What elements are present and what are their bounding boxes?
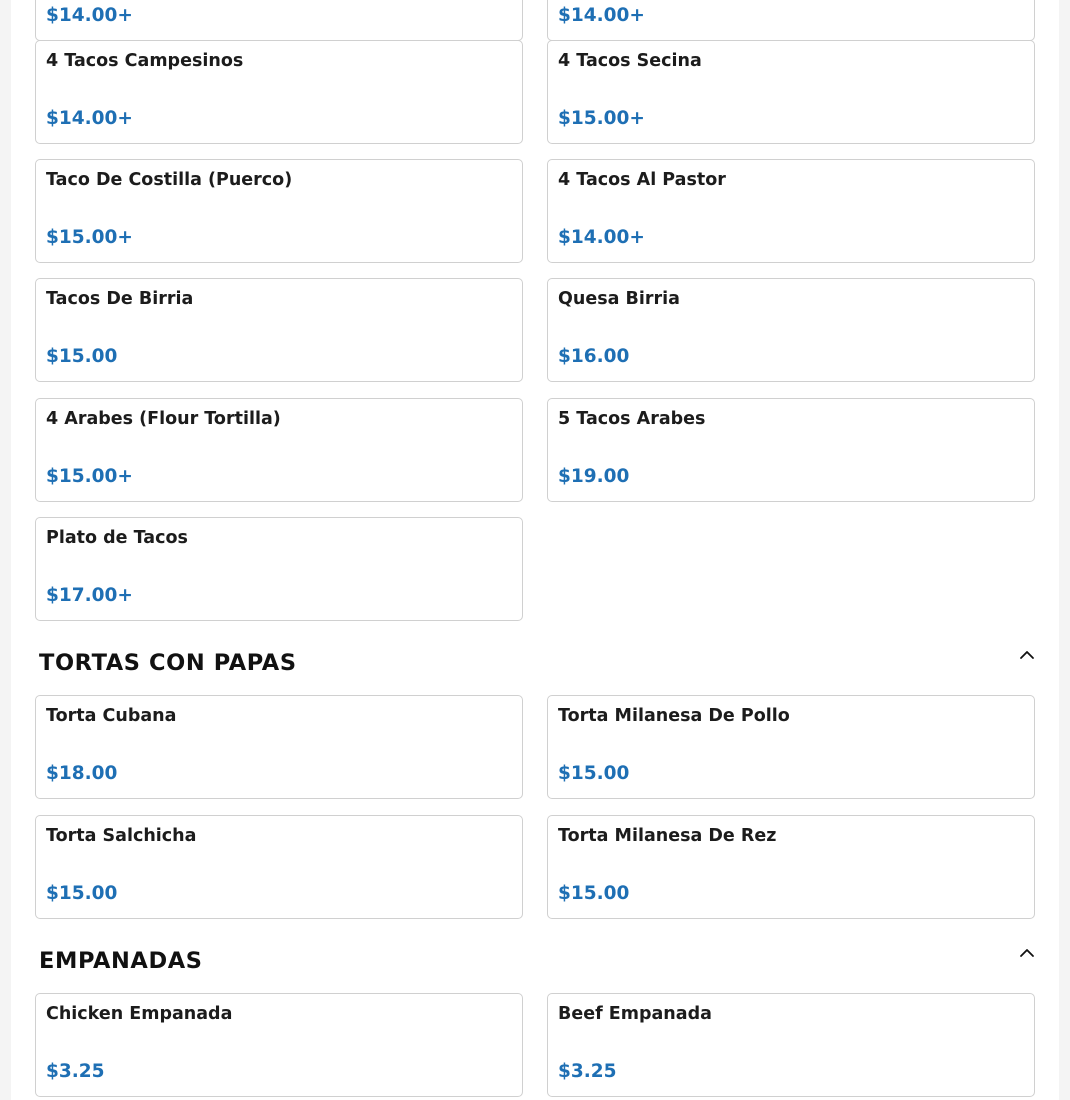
menu-item-card[interactable] — [35, 517, 523, 621]
menu-item-price: $15.00 — [558, 883, 630, 904]
section-header-tortas[interactable] — [35, 646, 1035, 686]
chevron-up-icon[interactable] — [1018, 944, 1036, 962]
menu-item-name: 4 Tacos Secina — [558, 51, 702, 71]
menu-item-card[interactable] — [35, 695, 523, 799]
section-header-empanadas[interactable] — [35, 944, 1035, 984]
menu-item-price: $16.00 — [558, 346, 630, 367]
menu-item-price: $15.00+ — [46, 466, 133, 487]
menu-item-card[interactable] — [35, 0, 523, 41]
section-title: TORTAS CON PAPAS — [39, 650, 297, 676]
menu-item-price: $18.00 — [46, 763, 118, 784]
menu-item-name: Taco De Costilla (Puerco) — [46, 170, 293, 190]
menu-item-price: $14.00+ — [46, 108, 133, 129]
menu-page — [11, 0, 1059, 1100]
menu-item-name: 4 Tacos Al Pastor — [558, 170, 726, 190]
menu-item-name: Plato de Tacos — [46, 528, 188, 548]
menu-item-price: $14.00+ — [46, 5, 133, 26]
menu-item-price: $15.00+ — [558, 108, 645, 129]
menu-item-card[interactable] — [547, 815, 1035, 919]
menu-item-price: $15.00+ — [46, 227, 133, 248]
menu-item-card[interactable] — [35, 40, 523, 144]
menu-item-price: $15.00 — [558, 763, 630, 784]
menu-item-card[interactable] — [35, 815, 523, 919]
menu-item-name: Torta Cubana — [46, 706, 177, 726]
section-title: EMPANADAS — [39, 948, 203, 974]
menu-item-card[interactable] — [547, 159, 1035, 263]
menu-item-card[interactable] — [547, 0, 1035, 41]
menu-item-card[interactable] — [547, 398, 1035, 502]
menu-item-name: Torta Milanesa De Rez — [558, 826, 777, 846]
menu-item-price: $15.00 — [46, 883, 118, 904]
menu-item-card[interactable] — [547, 695, 1035, 799]
menu-item-price: $14.00+ — [558, 5, 645, 26]
menu-item-name: Quesa Birria — [558, 289, 680, 309]
menu-item-card[interactable] — [35, 993, 523, 1097]
menu-item-price: $3.25 — [46, 1061, 105, 1082]
chevron-up-icon[interactable] — [1018, 646, 1036, 664]
menu-item-name: 5 Tacos Arabes — [558, 409, 706, 429]
menu-item-name: Torta Milanesa De Pollo — [558, 706, 790, 726]
menu-item-name: 4 Tacos Campesinos — [46, 51, 244, 71]
menu-item-card[interactable] — [547, 40, 1035, 144]
menu-item-card[interactable] — [35, 159, 523, 263]
menu-item-price: $15.00 — [46, 346, 118, 367]
menu-item-price: $19.00 — [558, 466, 630, 487]
menu-item-price: $3.25 — [558, 1061, 617, 1082]
menu-item-card[interactable] — [547, 993, 1035, 1097]
menu-item-price: $17.00+ — [46, 585, 133, 606]
menu-item-price: $14.00+ — [558, 227, 645, 248]
menu-item-card[interactable] — [547, 278, 1035, 382]
menu-item-card[interactable] — [35, 278, 523, 382]
menu-item-name: Chicken Empanada — [46, 1004, 233, 1024]
menu-item-card[interactable] — [35, 398, 523, 502]
menu-item-name: Beef Empanada — [558, 1004, 712, 1024]
menu-item-name: 4 Arabes (Flour Tortilla) — [46, 409, 281, 429]
menu-item-name: Tacos De Birria — [46, 289, 194, 309]
menu-item-name: Torta Salchicha — [46, 826, 197, 846]
